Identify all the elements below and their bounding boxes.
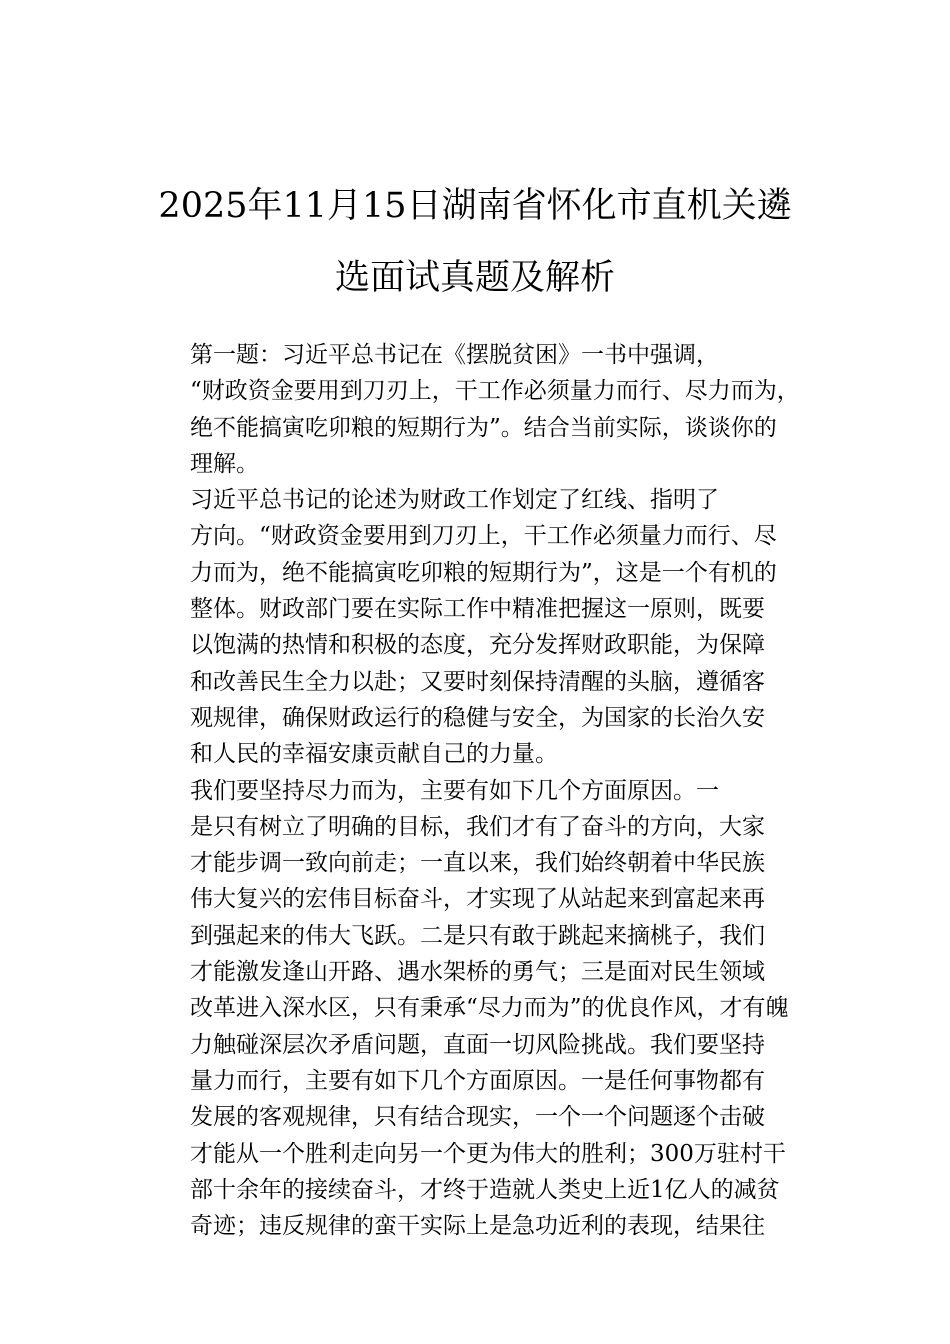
paragraph-answer-intro bbox=[144, 482, 812, 772]
paragraph-answer-reasons bbox=[144, 773, 812, 1245]
document-title-line-2: 选面试真题及解析 bbox=[334, 258, 615, 298]
text-line: 和改善民生全力以赴；又要时刻保持清醒的头脑，遵循客 bbox=[190, 668, 765, 695]
text-line: 理解。 bbox=[190, 450, 259, 477]
text-line: 力而为，绝不能搞寅吃卯粮的短期行为”，这是一个有机的 bbox=[190, 559, 777, 586]
text-line: “财政资金要用到刀刃上，干工作必须量力而行、尽力而为， bbox=[190, 378, 800, 405]
text-line: 发展的客观规律，只有结合现实，一个一个问题逐个击破 bbox=[190, 1104, 765, 1131]
text-line: 以饱满的热情和积极的态度，充分发挥财政职能，为保障 bbox=[190, 632, 765, 659]
text-line: 整体。财政部门要在实际工作中精准把握这一原则，既要 bbox=[190, 596, 765, 623]
text-line: 观规律，确保财政运行的稳健与安全，为国家的长治久安 bbox=[190, 704, 765, 731]
text-line: 奇迹；违反规律的蛮干实际上是急功近利的表现，结果往 bbox=[190, 1213, 765, 1240]
paragraph-question-1 bbox=[144, 337, 812, 482]
text-line: 我们要坚持尽力而为，主要有如下几个方面原因。一 bbox=[190, 777, 719, 804]
text-line: 伟大复兴的宏伟目标奋斗，才实现了从站起来到富起来再 bbox=[190, 886, 765, 913]
text-line: 力触碰深层次矛盾问题，直面一切风险挑战。我们要坚持 bbox=[190, 1031, 765, 1058]
text-line: 到强起来的伟大飞跃。二是只有敢于跳起来摘桃子，我们 bbox=[190, 922, 765, 949]
text-line: 部十余年的接续奋斗，才终于造就人类史上近1亿人的减贫 bbox=[190, 1176, 780, 1203]
text-line: 和人民的幸福安康贡献自己的力量。 bbox=[190, 741, 558, 768]
text-line: 绝不能搞寅吃卯粮的短期行为”。结合当前实际，谈谈你的 bbox=[190, 414, 777, 441]
text-line: 才能步调一致向前走；一直以来，我们始终朝着中华民族 bbox=[190, 850, 765, 877]
text-line: 改革进入深水区，只有秉承“尽力而为”的优良作风，才有魄 bbox=[190, 995, 789, 1022]
text-line: 才能从一个胜利走向另一个更为伟大的胜利；300万驻村干 bbox=[190, 1140, 786, 1167]
text-line: 第一题：习近平总书记在《摆脱贫困》一书中强调， bbox=[190, 342, 719, 368]
text-line: 量力而行，主要有如下几个方面原因。一是任何事物都有 bbox=[190, 1067, 765, 1094]
text-line: 才能激发逢山开路、遇水架桥的勇气；三是面对民生领域 bbox=[190, 959, 765, 986]
text-line: 是只有树立了明确的目标，我们才有了奋斗的方向，大家 bbox=[190, 813, 765, 840]
text-line: 习近平总书记的论述为财政工作划定了红线、指明了 bbox=[190, 487, 719, 514]
document-body bbox=[144, 337, 812, 1244]
text-line: 方向。“财政资金要用到刀刃上，干工作必须量力而行、尽 bbox=[190, 523, 777, 550]
document-title-line-1: 2025年11月15日湖南省怀化市直机关遴 bbox=[158, 186, 792, 226]
